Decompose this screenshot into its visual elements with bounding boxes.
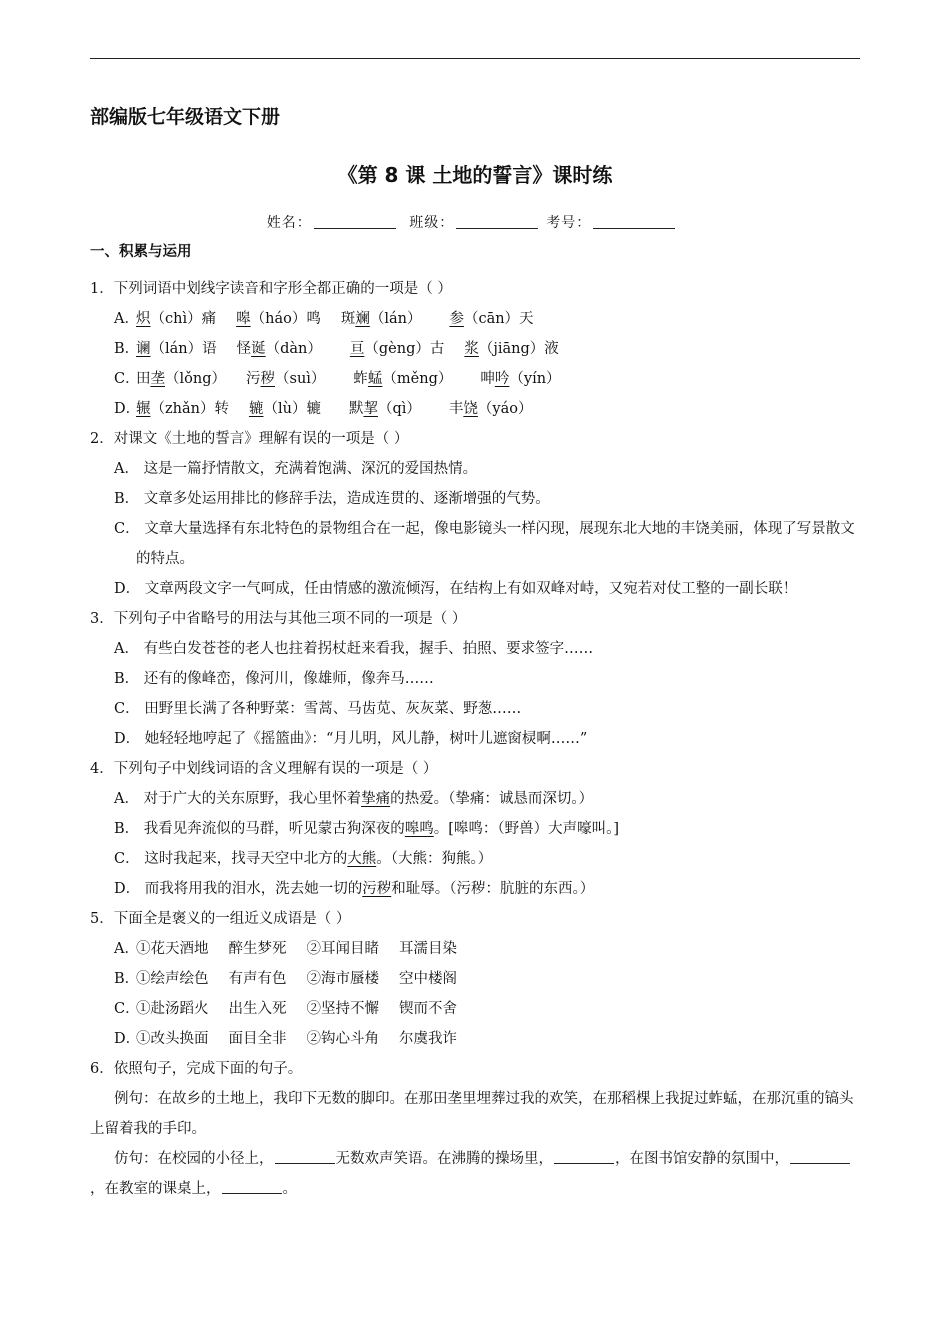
q3-option-d[interactable]: D． 她轻轻地哼起了《摇篮曲》：“月儿明，风儿静，树叶儿遮窗棂啊……” <box>114 731 588 747</box>
q3-option-b[interactable]: B． 还有的像峰峦，像河川，像雄师，像奔马…… <box>114 671 434 687</box>
q6-example-sentence: 例句：在故乡的土地上，我印下无数的脚印。在那田垄里埋葬过我的欢笑，在那稻棵上我捉过蚱蜢，在那沉重的镐头上留着我的手印。 <box>90 1091 854 1137</box>
q5-option-b[interactable]: B．①绘声绘色 有声有色 ②海市蜃楼 空中楼阁 <box>114 971 457 987</box>
q2-option-b[interactable]: B． 文章多处运用排比的修辞手法，造成连贯的、逐渐增强的气势。 <box>114 491 550 507</box>
q4-option-d[interactable]: D． 而我将用我的泪水，洗去她一切的污秽和耻辱。（污秽：肮脏的东西。） <box>114 881 595 897</box>
q2-option-c[interactable]: C． 文章大量选择有东北特色的景物组合在一起，像电影镜头一样闪现，展现东北大地的丰饶美丽，体现了写景散文的特点。 <box>114 521 855 567</box>
q6-imitation-sentence: 仿句：在校园的小径上， 无数欢声笑语。在沸腾的操场里， ，在图书馆安静的氛围中，，在教室的课桌上， 。 <box>90 1144 860 1204</box>
top-rule <box>90 58 860 59</box>
lesson-title: 《第 8 课 土地的誓言》课时练 <box>337 163 613 187</box>
student-info-line <box>0 212 950 232</box>
fill-blank-3[interactable] <box>790 1151 850 1164</box>
question-3-stem: 3．下列句子中省略号的用法与其他三项不同的一项是（ ） <box>90 611 467 627</box>
q4-option-b[interactable]: B． 我看见奔流似的马群，听见蒙古狗深夜的嗥鸣。[嗥鸣：（野兽）大声嚎叫。] <box>114 821 620 837</box>
fill-blank-4[interactable] <box>222 1181 282 1194</box>
q5-option-d[interactable]: D．①改头换面 面目全非 ②钩心斗角 尔虞我诈 <box>114 1031 457 1047</box>
q1-option-b[interactable]: B．谰（lán）语 怪诞（dàn） 亘（gèng）古 浆（jiāng）液 <box>114 341 559 357</box>
exam-blank[interactable] <box>593 215 675 229</box>
q3-option-c[interactable]: C． 田野里长满了各种野菜：雪蒿、马齿苋、灰灰菜、野葱…… <box>114 701 522 717</box>
q1-option-a[interactable]: A．炽（chì）痛 嗥（háo）鸣 斑斓（lán） 参（cān）天 <box>114 311 534 327</box>
q1-option-d[interactable]: D．辗（zhǎn）转 辘（lù）辘 默挈（qì） 丰饶（yáo） <box>114 401 533 417</box>
fill-blank-1[interactable] <box>275 1151 335 1164</box>
question-5-stem: 5．下面全是褒义的一组近义成语是（ ） <box>90 911 351 927</box>
question-4-stem: 4．下列句子中划线词语的含义理解有误的一项是（ ） <box>90 761 438 777</box>
section-heading: 一、积累与运用 <box>90 244 192 260</box>
name-blank[interactable] <box>314 215 396 229</box>
q4-option-c[interactable]: C． 这时我起来，找寻天空中北方的大熊。（大熊：狗熊。） <box>114 851 493 867</box>
exam-label: 考号： <box>546 215 592 231</box>
question-6-stem: 6．依照句子，完成下面的句子。 <box>90 1061 303 1077</box>
q5-option-c[interactable]: C．①赴汤蹈火 出生入死 ②坚持不懈 锲而不舍 <box>114 1001 457 1017</box>
question-2-stem: 2．对课文《土地的誓言》理解有误的一项是（ ） <box>90 431 409 447</box>
q1-option-c[interactable]: C．田垄（lǒng） 污秽（suì） 蚱蜢（měng） 呻吟（yín） <box>114 371 561 387</box>
header-title: 部编版七年级语文下册 <box>90 106 281 128</box>
question-content <box>90 274 860 1204</box>
class-blank[interactable] <box>456 215 538 229</box>
fill-blank-2[interactable] <box>554 1151 614 1164</box>
q5-option-a[interactable]: A．①花天酒地 醉生梦死 ②耳闻目睹 耳濡目染 <box>114 941 457 957</box>
q2-option-d[interactable]: D． 文章两段文字一气呵成，任由情感的激流倾泻，在结构上有如双峰对峙，又宛若对仗工整的一副长联！ <box>114 581 798 597</box>
q3-option-a[interactable]: A． 有些白发苍苍的老人也拄着拐杖赶来看我，握手、拍照、要求签字…… <box>114 641 594 657</box>
question-1-stem: 1．下列词语中划线字读音和字形全都正确的一项是（ ） <box>90 281 452 297</box>
name-label: 姓名： <box>266 215 312 231</box>
q2-option-a[interactable]: A． 这是一篇抒情散文，充满着饱满、深沉的爱国热情。 <box>114 461 478 477</box>
q4-option-a[interactable]: A． 对于广大的关东原野，我心里怀着挚痛的热爱。（挚痛：诚恳而深切。） <box>114 791 594 807</box>
class-label: 班级： <box>409 215 455 231</box>
